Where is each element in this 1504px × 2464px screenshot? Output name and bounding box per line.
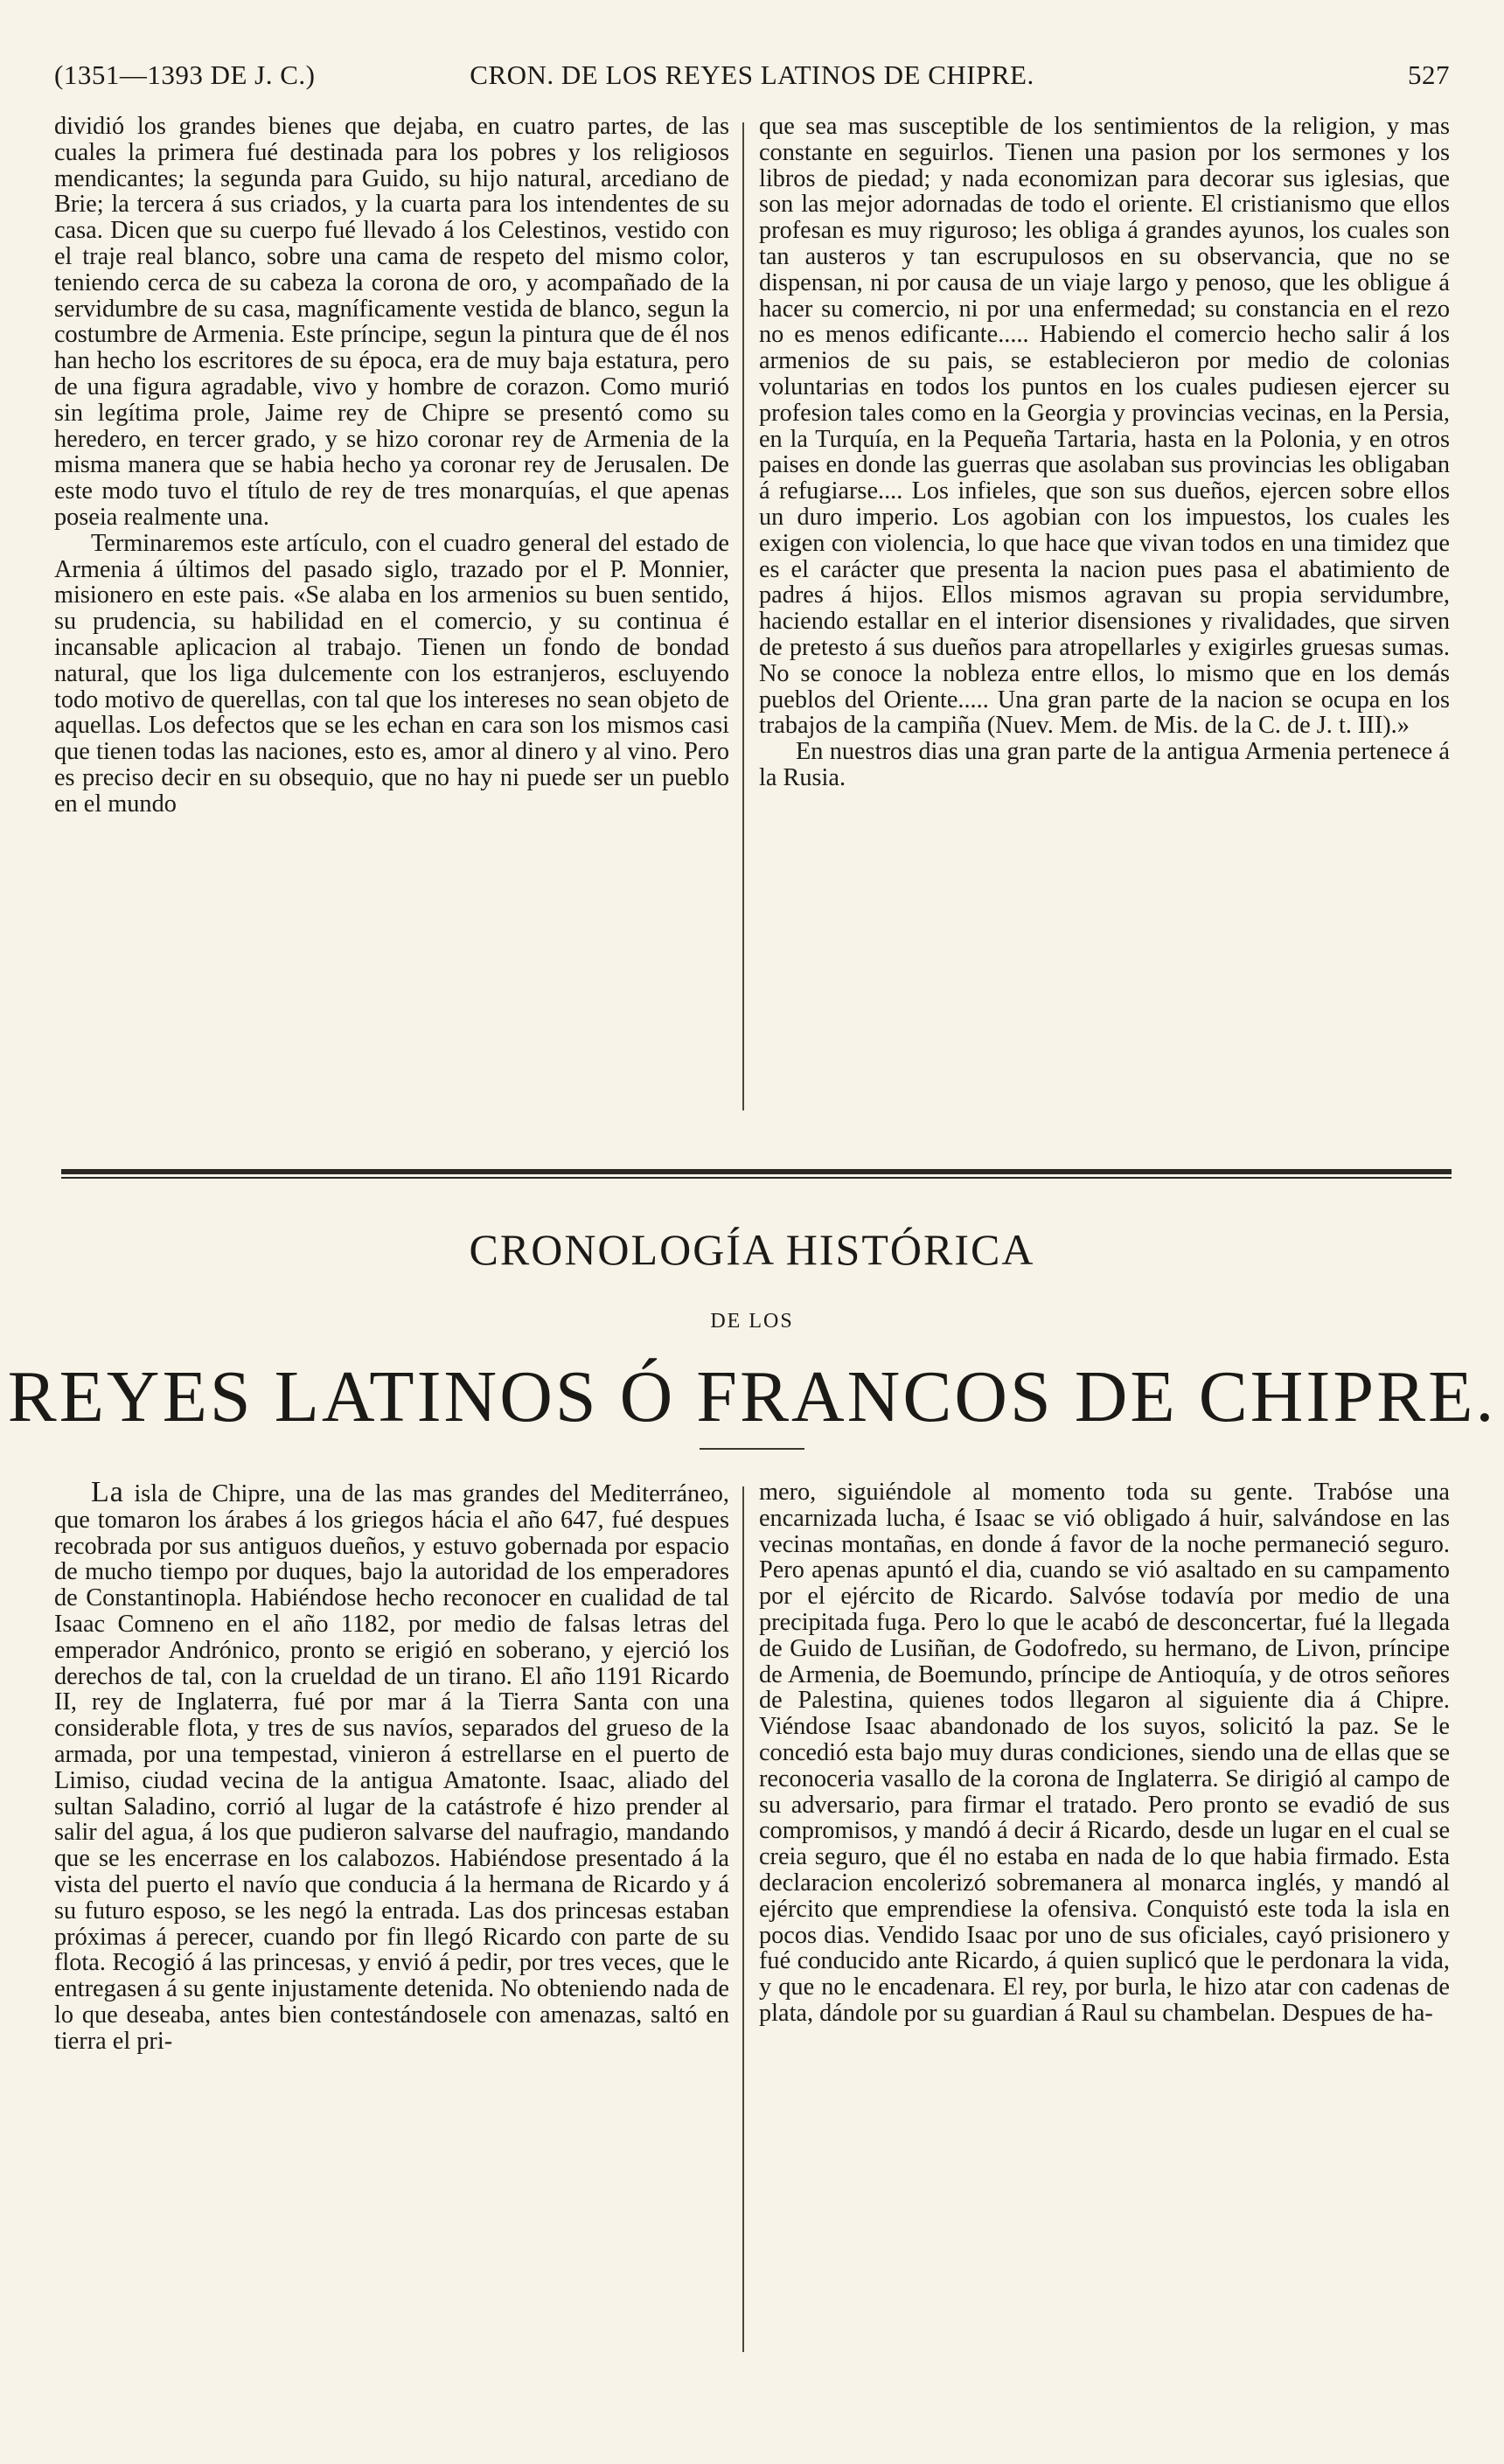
column-divider <box>742 1486 744 2352</box>
title-underline <box>700 1448 804 1450</box>
header-date-range: (1351—1393 DE J. C.) <box>54 59 316 90</box>
paragraph: que sea mas susceptible de los sentimientos de la religion, y mas constante en seguirlos. Tienen una pasion por los sermones y los libros de piedad; y nada economizan para decorar sus iglesias, que son las mejor adornadas de todo el oriente. El cristianismo que ellos profesan es muy riguroso; les obliga á grandes ayunos, los cuales son tan austeros y tan escrupulosos en su observancia, que no se dispensan, ni por causa de un viaje largo y penoso, que les obligue á hacer su comercio, ni por una enfermedad; su constancia en el rezo no es menos edificante..... Habiendo el comercio hecho salir á los armenios de su pais, se establecieron por medio de colonias voluntarias en todos los puntos en los cuales pudiesen ejercer su profesion tales como en la Georgia y provincias vecinas, en la Persia, en la Turquía, en la Pequeña Tartaria, hasta en la Polonia, y en otros paises en donde las guerras que asolaban sus provincias les obligaban á refugiarse.... Los infieles, que son sus dueños, ejercen sobre ellos un duro imperio. Los agobian con los impuestos, los cuales les exigen con violencia, lo que hace que vivan todos en una timidez que es el carácter que presenta la nacion pues pasa el abatimiento de padres á hijos. Ellos mismos agravan su propia servidumbre, haciendo estallar en el interior disensiones y rivalidades, que sirven de pretesto á sus dueños para atropellarles y exigirles gruesas sumas. No se conoce la nobleza entre ellos, lo mismo que en los demás pueblos del Oriente..... Una gran parte de la nacion se ocupa en los trabajos de la campiña (Nuev. Mem. de Mis. de la C. de J. t. III).» <box>759 114 1450 740</box>
paragraph-text: isla de Chipre, una de las mas grandes del Mediterráneo, que tomaron los árabes á los griegos hácia el año 647, fué despues recobrada por sus antiguos dueños, y estuvo gobernada por espacio de mucho tiempo por duques, bajo la autoridad de los emperadores de Constantinopla. Habiéndose hecho reconocer en cualidad de tal Isaac Comneno en el año 1182, por medio de falsas letras del emperador Andrónico, pronto se erigió en soberano, y ejerció los derechos de tal, con la crueldad de un tirano. El año 1191 Ricardo II, rey de Inglaterra, fué por mar á la Tierra Santa con una considerable flota, y tres de sus navíos, separados del grueso de la armada, por una tempestad, vinieron á estrellarse en el puerto de Limiso, ciudad vecina de la antigua Amatonte. Isaac, aliado del sultan Saladino, corrió al lugar de la catástrofe é hizo prender al salir del agua, á los que pudieron salvarse del naufragio, mandando que se les encerrase en los calabozos. Habiéndose presentado á la vista del puerto el navío que conducia á la hermana de Ricardo y á su futuro esposo, se les negó la entrada. Las dos princesas estaban próximas á perecer, cuando por fin llegó Ricardo con parte de su flota. Recogió á las princesas, y envió á pedir, por tres veces, que le entregasen á su gente injustamente detenida. No obteniendo nada de lo que deseaba, antes bien contestándosele con amenazas, saltó en tierra el pri- <box>54 1480 729 2055</box>
paragraph <box>54 1479 729 2055</box>
page-number: 527 <box>1408 59 1450 90</box>
paragraph: En nuestros dias una gran parte de la antigua Armenia pertenece á la Rusia. <box>759 738 1450 791</box>
running-header <box>54 59 1450 100</box>
lower-left-column <box>54 1479 729 2354</box>
header-chapter-title: CRON. DE LOS REYES LATINOS DE CHIPRE. <box>470 59 1034 90</box>
section-title-line1: CRONOLOGÍA HISTÓRICA <box>469 1225 1035 1274</box>
upper-right-column <box>759 114 1450 1112</box>
drop-cap: La <box>91 1479 124 1508</box>
upper-left-column <box>54 114 729 1112</box>
section-separator-thin <box>61 1177 1452 1179</box>
section-title-main: REYES LATINOS Ó FRANCOS DE CHIPRE. <box>7 1356 1497 1437</box>
paragraph: dividió los grandes bienes que dejaba, en cuatro partes, de las cuales la primera fué destinada para los pobres y los religiosos mendicantes; la segunda para Guido, su hijo natural, arcediano de Brie; la tercera á sus criados, y la cuarta para los intendentes de su casa. Dicen que su cuerpo fué llevado á los Celestinos, vestido con el traje real blanco, sobre una cama de respeto del mismo color, teniendo cerca de su cabeza la corona de oro, y acompañado de la servidumbre de su casa, magníficamente vestida de blanco, segun la costumbre de Armenia. Este príncipe, segun la pintura que de él nos han hecho los escritores de su época, era de muy baja estatura, pero de una figura agradable, vivo y hombre de corazon. Como murió sin legítima prole, Jaime rey de Chipre se presentó como su heredero, en tercer grado, y se hizo coronar rey de Armenia de la misma manera que se habia hecho ya coronar rey de Jerusalen. De este modo tuvo el título de rey de tres monarquías, el que apenas poseia realmente una. <box>54 114 729 531</box>
column-divider <box>742 122 744 1110</box>
lower-right-column <box>759 1479 1450 2354</box>
section-title-line2: DE LOS <box>710 1310 794 1333</box>
paragraph: mero, siguiéndole al momento toda su gente. Trabóse una encarnizada lucha, é Isaac se vió obligado á huir, salvándose en las vecinas montañas, en donde á favor de la noche permaneció seguro. Pero apenas apuntó el dia, cuando se vió asaltado en su campamento por el ejército de Ricardo. Salvóse todavía por medio de una precipitada fuga. Pero lo que le acabó de desconcertar, fué la llegada de Guido de Lusiñan, de Godofredo, su hermano, de Livon, príncipe de Armenia, de Boemundo, príncipe de Antioquía, y de otros señores de Palestina, quienes todos llegaron al siguiente dia á Chipre. Viéndose Isaac abandonado de los suyos, solicitó la paz. Se le concedió esta bajo muy duras condiciones, siendo una de ellas que se reconoceria vasallo de la corona de Inglaterra. Se dirigió al campo de su adversario, para firmar el tratado. Pero pronto se evadió de sus compromisos, y mandó á decir á Ricardo, desde un lugar en el cual se creia seguro, que él no estaba en nada de lo que habia firmado. Esta declaracion encolerizó sobremanera al monarca inglés, y mandó al ejército que emprendiese la ofensiva. Conquistó este toda la isla en pocos dias. Vendido Isaac por uno de sus oficiales, cayó prisionero y fué conducido ante Ricardo, á quien suplicó que le perdonara la vida, y que no le encadenara. El rey, por burla, le hizo atar con cadenas de plata, dándole por su guardian á Raul su chambelan. Despues de ha- <box>759 1479 1450 2027</box>
section-separator-thick <box>61 1169 1452 1174</box>
paragraph: Terminaremos este artículo, con el cuadro general del estado de Armenia á últimos del pasado siglo, trazado por el P. Monnier, misionero en este pais. «Se alaba en los armenios su buen sentido, su prudencia, su habilidad en el comercio, y su continua é incansable aplicacion al trabajo. Tienen un fondo de bondad natural, que los liga dulcemente con los estranjeros, escluyendo todo motivo de querellas, con tal que los intereses no sean objeto de aquellas. Los defectos que se les echan en cara son los mismos casi que tienen todas las naciones, esto es, amor al dinero y al vino. Pero es preciso decir en su obsequio, que no hay ni puede ser un pueblo en el mundo <box>54 529 729 818</box>
